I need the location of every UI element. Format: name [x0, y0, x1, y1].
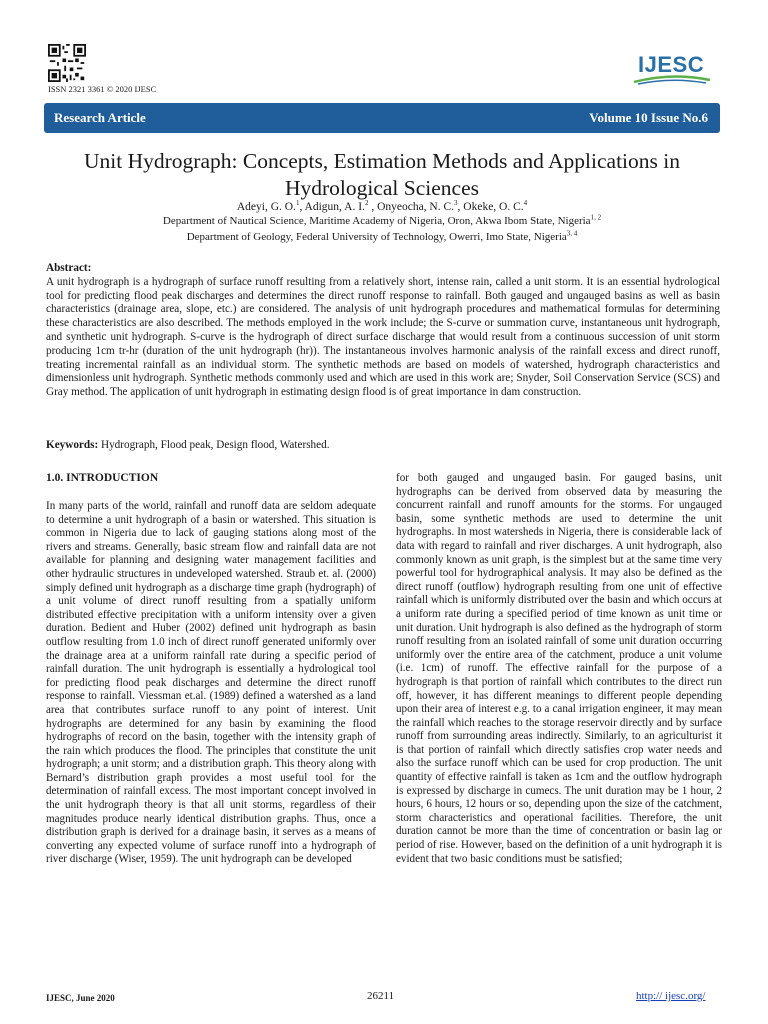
- author-name: Adeyi, G. O.: [236, 201, 296, 213]
- volume-issue: Volume 10 Issue No.6: [589, 110, 708, 125]
- qr-code: [48, 44, 86, 82]
- logo-text: IJESC: [638, 52, 705, 77]
- author-list: [44, 200, 720, 215]
- abstract-heading: Abstract:: [46, 262, 92, 274]
- ijesc-logo: [632, 52, 712, 92]
- article-banner: [44, 103, 720, 133]
- author-sup: 3: [454, 199, 458, 208]
- abstract-body: A unit hydrograph is a hydrograph of surface runoff resulting from a relatively short, intense rain, called a unit storm. It is an essential hydrological tool for predicting flood peak discharges and determines the direct runoff response to rainfall. Both gauged and ungauged basins as well as basin characteristics (drainage area, slope, etc.) are considered. The analysis of unit hydrograph procedures and mathematical formulas for determining these characteristics are also described. The methods employed in the work include; the S-curve or summation curve, instantaneous unit hydrograph, and synthetic unit hydrograph. S-curve is the hydrograph of direct surface discharge that would result from a continuous succession of unit storm producing 1cm tr-hr (duration of the unit hydrograph (hr)). The instantaneous involves harmonic analysis of the rainfall excess and direct runoff, treating incremental rainfall as an individual storm. The synthetic methods are based on models of watershed, hydrograph characteristics and dimensionless unit hydrograph. Synthetic methods commonly used and which are used in this work are; Snyder, Soil Conservation Service (SCS) and Gray method. The application of unit hydrograph in estimating design flood is of great importance in dam construction.: [46, 275, 720, 399]
- author-name: , Okeke, O. C.: [457, 201, 524, 213]
- author-sup: 2: [364, 199, 369, 208]
- logo-swoosh-icon: [632, 72, 712, 86]
- journal-url-link[interactable]: http:// ijesc.org/: [636, 990, 706, 1002]
- keywords: [46, 439, 720, 451]
- affiliation-text: Department of Geology, Federal University of Technology, Owerri, Imo State, Nigeria: [186, 231, 567, 243]
- affiliation-1: [44, 214, 720, 228]
- title-line-2: Hydrological Sciences: [284, 176, 480, 200]
- abstract: [46, 262, 720, 400]
- author-sup: 1: [295, 199, 300, 208]
- affiliation-sup: 1, 2: [590, 213, 602, 222]
- intro-right-column: for both gauged and ungauged basin. For gauged basins, unit hydrographs can be derived from observed data by measuring the concurrent rainfall and runoff amounts for the storms. For ungauged basin, some synthetic methods are used to determine the unit hydrographs. In most watersheds in Nigeria, there is considerable lack of data with regard to rainfall and river discharges. A unit hydrograph, also commonly known as unit graph, is the simplest but at the same time very powerful tool for hydrographical analysis. It may also be defined as the direct runoff (outflow) hydrograph resulting from one unit of effective rainfall which is uniformly distributed over the basin and which occurs at a uniform rate during a specified period of time known as unit time or unit duration. Unit hydrograph is also defined as the hydrograph of storm runoff resulting from an isolated rainfall of some unit duration occurring uniformly over the entire area of the catchment, produce a unit volume (i.e. 1cm) of runoff. The effective rainfall for the purpose of a hydrograph is that portion of rainfall which contributes to the direct run off, however, it has different meanings to different people depending upon their area of interest e.g. to a canal irrigation engineer, it may mean the rainfall which reaches to the storage reservoir directly and by surface runoff from surrounding areas indirectly. Similarly, to an agriculturist it is that portion of rainfall which directly satisfies crop water needs and also the surface runoff which can be used for crop production. The unit quantity of effective rainfall is taken as 1cm and the outflow hydrograph is expressed by discharge in cumecs. The unit duration may be 1 hour, 2 hours, 6 hours, 12 hours or so, depending upon the size of the catchment, storm characteristics and operational facilities. Therefore, the unit duration cannot be more than the time of concentration or basin lag or period of rise. However, based on the definition of a unit hydrograph it is evident that two basic conditions must be satisfied;: [396, 472, 722, 865]
- author-name: , Onyeocha, N. C.: [368, 201, 455, 213]
- title-line-1: Unit Hydrograph: Concepts, Estimation Methods and Applications in: [84, 149, 680, 173]
- keywords-text: Hydrograph, Flood peak, Design flood, Watershed.: [98, 439, 330, 451]
- author-sup: 4: [523, 199, 528, 208]
- affiliation-text: Department of Nautical Science, Maritime Academy of Nigeria, Oron, Akwa Ibom State, Nigeria: [162, 215, 591, 227]
- page-number: 26211: [367, 990, 395, 1002]
- paper-title: [44, 148, 720, 202]
- section-heading-introduction: 1.0. INTRODUCTION: [46, 472, 159, 484]
- affiliation-sup: 3, 4: [566, 229, 578, 238]
- intro-left-column: In many parts of the world, rainfall and runoff data are seldom adequate to determine a unit hydrograph of a basin or watershed. This situation is common in Nigeria due to lack of gauging stations along most of the rivers and streams. Generally, basic stream flow and rainfall data are not available for planning and designing water management facilities and other hydraulic structures in undeveloped watershed. Straub et. al. (2000) simply defined unit hydrograph as a discharge time graph (hydrograph) of a unit volume of direct runoff resulting from a spatially uniform distributed effective precipitation with a uniform intensity over a given duration. Bedient and Huber (2002) defined unit hydrograph as basin outflow resulting from 1.0 inch of direct runoff generated uniformly over the drainage area at a uniform rainfall rate during a specific period of rainfall duration. The unit hydrograph is essentially a hydrological tool for predicting flood peak discharges and determine the direct runoff response to rainfall. Viessman et.al. (1989) defined a watershed as a land area that contributes surface runoff to any point of interest. Unit hydrographs are determined for any basin by examining the flood hydrographs of record on the basin, together with the intensity graph of the rain which produces the flood. The principles that constitute the unit hydrograph; a unit storm; and a distribution graph. This theory along with Bernard’s distribution graph provides a most useful tool for the determination of rainfall excess. The most important concept involved in the unit hydrograph theory is that all unit storms, regardless of their magnitudes produce nearly identical distribution graphs. Thus, once a distribution graph is derived for a drainage basin, it serves as a means of converting any expected volume of surface runoff into a hydrograph of river discharge (Wiser, 1959). The unit hydrograph can be developed: [46, 500, 376, 866]
- affiliation-2: [44, 230, 720, 244]
- author-name: , Adigun, A. I.: [299, 201, 365, 213]
- issn-copyright: ISSN 2321 3361 © 2020 IJESC: [48, 84, 157, 94]
- article-type: Research Article: [54, 110, 146, 125]
- footer-journal-date: IJESC, June 2020: [46, 993, 115, 1003]
- keywords-label: Keywords:: [46, 439, 99, 451]
